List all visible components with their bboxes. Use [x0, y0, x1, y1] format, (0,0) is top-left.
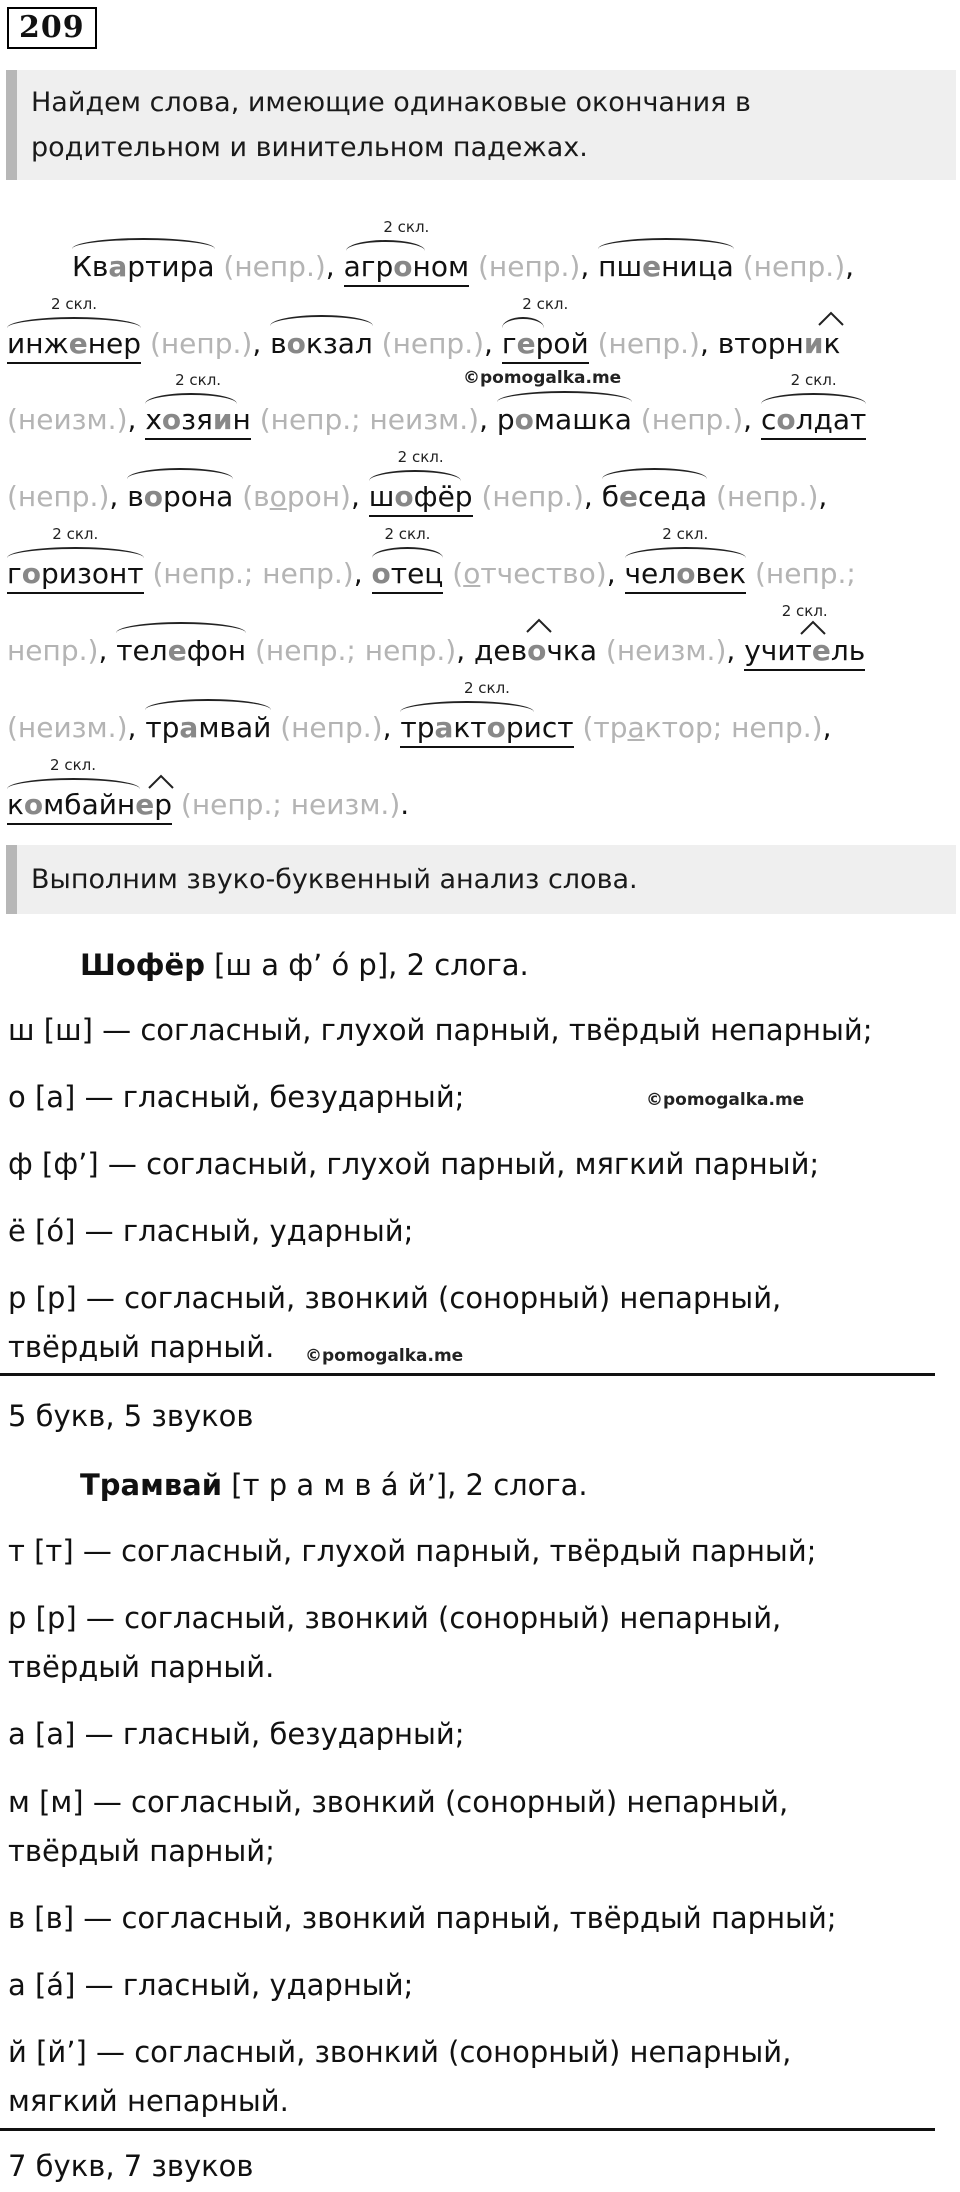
tramvai-line: в [в] — согласный, звонкий парный, твёрдый парный;: [8, 1901, 837, 1935]
word-note: (неизм.): [7, 403, 128, 436]
word-agronom: 2 скл. агроном: [344, 249, 469, 287]
shofer-line: ё [о́] — гласный, ударный;: [8, 1214, 414, 1248]
divider: [0, 1373, 935, 1376]
word-pshenitsa: пшеница: [598, 247, 734, 287]
word-note: (непр.): [7, 480, 110, 513]
shofer-line: ш [ш] — согласный, глухой парный, твёрдый непарный;: [8, 1013, 873, 1047]
shofer-line: р [р] — согласный, звонкий (сонорный) непарный,: [8, 1281, 782, 1315]
tramvai-line: а [а] — гласный, безударный;: [8, 1717, 465, 1751]
word-note: (трактор; непр.): [582, 711, 823, 744]
tramvai-line: м [м] — согласный, звонкий (сонорный) непарный,: [8, 1785, 789, 1819]
suffix-icon: [526, 618, 552, 633]
watermark: ©pomogalka.me: [646, 1090, 805, 1110]
shofer-line: твёрдый парный.: [8, 1330, 275, 1364]
tramvai-line: а [а́] — гласный, ударный;: [8, 1968, 414, 2002]
word-note: (непр.): [149, 327, 253, 360]
word-note: (непр.; неизм.): [180, 788, 401, 821]
root-arc: [72, 238, 215, 260]
tramvai-line: р [р] — согласный, звонкий (сонорный) непарный,: [8, 1601, 782, 1635]
word-line-4: (непр.), ворона (ворон), 2 скл. шофёр (непр.), беседа (непр.),: [7, 477, 827, 517]
watermark: ©pomogalka.me: [305, 1346, 464, 1366]
word-note: (непр.): [481, 480, 584, 513]
word-devochka: девочка: [474, 631, 597, 671]
divider: [0, 2128, 935, 2131]
tramvai-line: твёрдый парный;: [8, 1834, 275, 1868]
suffix-icon: [818, 311, 844, 326]
shofer-heading: Шофёр [ш а ф’ о́ р], 2 слога.: [80, 948, 529, 982]
word-traktorist: 2 скл. тракторист: [400, 710, 573, 748]
tramvai-line: мягкий непарный.: [8, 2084, 289, 2118]
word-tramvai: трамвай: [145, 708, 271, 748]
word-note: (непр.): [640, 403, 744, 436]
intro-banner: Найдем слова, имеющие одинаковые окончания в родительном и винительном падежах.: [6, 70, 956, 180]
shofer-line: о [а] — гласный, безударный;: [8, 1080, 465, 1114]
word-uchitel: 2 скл. учитель: [744, 633, 865, 671]
word-shofer: 2 скл. шофёр: [369, 479, 473, 517]
shofer-summary: 5 букв, 5 звуков: [8, 1399, 254, 1433]
analysis-banner: Выполним звуко-буквенный анализ слова.: [6, 845, 956, 914]
word-note: (непр.; непр.): [152, 557, 354, 590]
suffix-icon: [800, 620, 826, 635]
tramvai-line: твёрдый парный.: [8, 1650, 275, 1684]
word-line-8: 2 скл. комбайнер (непр.; неизм.).: [7, 785, 409, 825]
word-note: (непр.; неизм.): [259, 403, 480, 436]
suffix-icon: [148, 774, 174, 789]
word-line-2: 2 скл. инженер (непр.), вокзал (непр.), 2 скл. герой (непр.), вторник: [7, 324, 840, 364]
word-note: непр.): [7, 634, 99, 667]
word-note: (непр.): [716, 480, 819, 513]
word-geroi: 2 скл. герой: [502, 326, 589, 364]
word-note: (неизм.): [7, 711, 128, 744]
tramvai-line: й [й’] — согласный, звонкий (сонорный) непарный,: [8, 2035, 792, 2069]
word-note: (ворон): [242, 480, 351, 513]
word-note: (непр.; непр.): [254, 634, 457, 667]
word-vokzal: вокзал: [270, 324, 373, 364]
word-beseda: беседа: [602, 477, 707, 517]
word-note: (непр.): [742, 250, 846, 283]
task-number: 209: [7, 7, 97, 49]
shofer-line: ф [ф’] — согласный, глухой парный, мягкий парный;: [8, 1147, 820, 1181]
word-vorona: ворона: [127, 477, 233, 517]
word-note: (непр.): [597, 327, 700, 360]
word-otets: 2 скл. отец: [372, 556, 444, 594]
word-khozyain: 2 скл. хозяин: [145, 402, 251, 440]
word-gorizont: 2 скл. горизонт: [7, 556, 144, 594]
word-line-7: (неизм.), трамвай (непр.), 2 скл. тракторист (трактор; непр.),: [7, 708, 831, 748]
word-kombainer: 2 скл. комбайнер: [7, 787, 172, 825]
word-note: (непр.): [280, 711, 383, 744]
word-romashka: ромашка: [497, 400, 632, 440]
word-soldat: 2 скл. солдат: [761, 402, 866, 440]
word-note: (непр.): [223, 250, 326, 283]
word-chelovek: 2 скл. человек: [625, 556, 747, 594]
watermark: ©pomogalka.me: [463, 368, 622, 388]
tramvai-line: т [т] — согласный, глухой парный, твёрдый парный;: [8, 1534, 817, 1568]
word-inzhener: 2 скл. инженер: [7, 326, 141, 364]
word-note: (неизм.): [605, 634, 727, 667]
word-vtornik: вторник: [718, 324, 841, 364]
word-line-3: (неизм.), 2 скл. хозяин (непр.; неизм.), ромашка (непр.), 2 скл. солдат: [7, 400, 866, 440]
tramvai-summary: 7 букв, 7 звуков: [8, 2149, 254, 2183]
word-note: (непр.): [381, 327, 485, 360]
word-telefon: телефон: [116, 631, 246, 671]
word-note: (непр.;: [754, 557, 856, 590]
word-line-5: 2 скл. горизонт (непр.; непр.), 2 скл. отец (отчество), 2 скл. человек (непр.;: [7, 554, 856, 594]
word-kvartira: Квартира: [72, 247, 215, 287]
word-line-6: непр.), телефон (непр.; непр.), девочка (неизм.), 2 скл. учитель: [7, 631, 865, 671]
tramvai-heading: Трамвай [т р а м в а́ й’], 2 слога.: [80, 1468, 588, 1502]
word-line-1: Квартира (непр.), 2 скл. агроном (непр.), пшеница (непр.),: [72, 247, 854, 287]
word-note: (отчество): [452, 557, 607, 590]
word-note: (непр.): [477, 250, 581, 283]
